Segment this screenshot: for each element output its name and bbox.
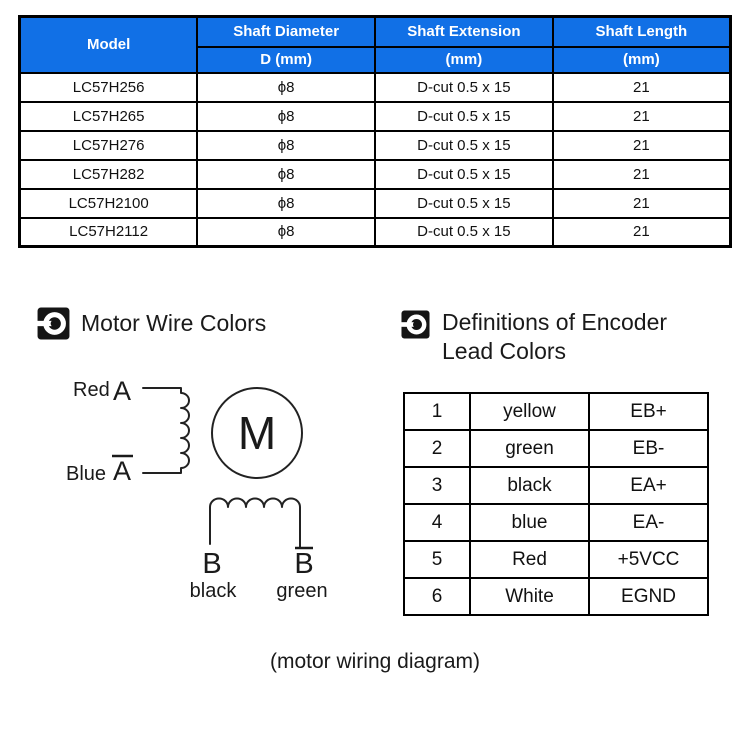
motor-label: M	[237, 407, 277, 459]
table-row	[404, 430, 708, 467]
spec-subcol-length-unit: (mm)	[553, 47, 731, 73]
diameter-cell: ϕ8	[197, 218, 375, 247]
model-cell: LC57H256	[20, 73, 198, 102]
signal-cell: EGND	[589, 578, 708, 615]
spec-table	[18, 15, 732, 248]
phase-b-bar-label: B	[294, 548, 314, 580]
encoder-title-line1: Definitions of Encoder	[442, 309, 668, 335]
phase-a-coil-wire	[143, 388, 189, 473]
pin-cell: 6	[404, 578, 470, 615]
black-wire-label: black	[189, 580, 237, 602]
spec-col-shaft-extension: Shaft Extension	[375, 17, 553, 47]
table-row	[404, 504, 708, 541]
phase-a-label: A	[113, 376, 132, 406]
signal-cell: EA-	[589, 504, 708, 541]
pin-cell: 4	[404, 504, 470, 541]
diameter-cell: ϕ8	[197, 160, 375, 189]
table-row	[20, 160, 731, 189]
bullseye-bullet-icon	[37, 307, 70, 340]
encoder-definitions-title	[442, 308, 667, 366]
extension-cell: D-cut 0.5 x 15	[375, 189, 553, 218]
lead-color-cell: green	[470, 430, 589, 467]
signal-cell: EB+	[589, 393, 708, 430]
table-row	[404, 393, 708, 430]
diameter-cell: ϕ8	[197, 189, 375, 218]
length-cell: 21	[553, 160, 731, 189]
motor-wire-colors-heading	[37, 307, 266, 340]
diameter-cell: ϕ8	[197, 131, 375, 160]
diameter-cell: ϕ8	[197, 73, 375, 102]
length-cell: 21	[553, 218, 731, 247]
length-cell: 21	[553, 102, 731, 131]
extension-cell: D-cut 0.5 x 15	[375, 218, 553, 247]
motor-wire-colors-title: Motor Wire Colors	[81, 310, 267, 336]
length-cell: 21	[553, 73, 731, 102]
table-row	[20, 73, 731, 102]
table-row	[404, 541, 708, 578]
lead-color-cell: White	[470, 578, 589, 615]
encoder-definitions-heading	[401, 308, 667, 366]
spec-col-shaft-length: Shaft Length	[553, 17, 731, 47]
encoder-lead-table	[403, 392, 709, 616]
table-row	[404, 467, 708, 504]
lead-color-cell: blue	[470, 504, 589, 541]
signal-cell: EB-	[589, 430, 708, 467]
spec-subcol-extension-unit: (mm)	[375, 47, 553, 73]
extension-cell: D-cut 0.5 x 15	[375, 131, 553, 160]
model-cell: LC57H2112	[20, 218, 198, 247]
table-row	[404, 578, 708, 615]
blue-wire-label: Blue	[66, 463, 107, 485]
phase-b-label: B	[202, 548, 222, 580]
model-cell: LC57H276	[20, 131, 198, 160]
length-cell: 21	[553, 189, 731, 218]
motor-wiring-diagram	[55, 368, 345, 608]
phase-b-coil-wire	[210, 499, 300, 549]
spec-col-shaft-diameter: Shaft Diameter	[197, 17, 375, 47]
spec-subcol-diameter-unit: D (mm)	[197, 47, 375, 73]
pin-cell: 2	[404, 430, 470, 467]
table-row	[20, 131, 731, 160]
model-cell: LC57H282	[20, 160, 198, 189]
green-wire-label: green	[276, 580, 328, 602]
signal-cell: EA+	[589, 467, 708, 504]
red-wire-label: Red	[73, 379, 110, 401]
spec-header-row-1	[20, 17, 731, 47]
table-row	[20, 218, 731, 247]
spec-col-model: Model	[20, 17, 198, 73]
phase-a-bar-label: A	[113, 456, 132, 486]
model-cell: LC57H2100	[20, 189, 198, 218]
pin-cell: 3	[404, 467, 470, 504]
extension-cell: D-cut 0.5 x 15	[375, 160, 553, 189]
pin-cell: 1	[404, 393, 470, 430]
lead-color-cell: yellow	[470, 393, 589, 430]
lead-color-cell: Red	[470, 541, 589, 578]
model-cell: LC57H265	[20, 102, 198, 131]
bullseye-bullet-icon	[401, 310, 430, 339]
pin-cell: 5	[404, 541, 470, 578]
encoder-title-line2: Lead Colors	[442, 338, 567, 364]
diameter-cell: ϕ8	[197, 102, 375, 131]
signal-cell: +5VCC	[589, 541, 708, 578]
table-row	[20, 189, 731, 218]
extension-cell: D-cut 0.5 x 15	[375, 73, 553, 102]
table-row	[20, 102, 731, 131]
diagram-caption: (motor wiring diagram)	[269, 650, 481, 673]
lead-color-cell: black	[470, 467, 589, 504]
length-cell: 21	[553, 131, 731, 160]
extension-cell: D-cut 0.5 x 15	[375, 102, 553, 131]
